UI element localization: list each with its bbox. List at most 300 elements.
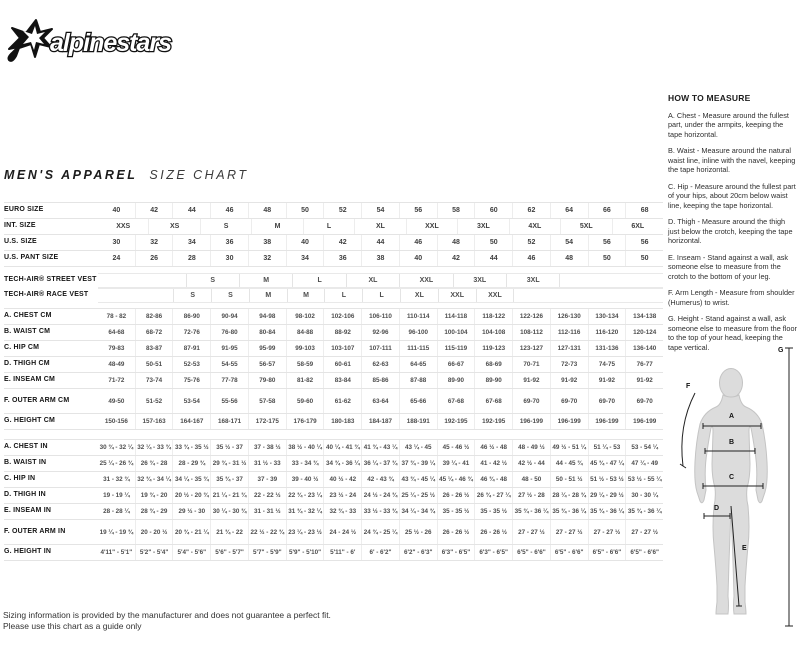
row-label-cell [4,545,98,560]
size-value-cell: 108-112 [512,325,550,340]
size-value-cell: 65-66 [399,389,437,413]
size-value-cell: 87-91 [172,341,210,356]
table-row [4,503,663,519]
size-value-cell: 36 [210,235,248,250]
row-label-cell [4,414,98,429]
size-value-cell: 24 ¾ - 25 ¼ [361,520,399,544]
size-value-cell: 122-126 [512,309,550,324]
size-value-cell: M [249,289,287,302]
size-value-cell: 35 ¾ - 36 ¼ [588,504,626,519]
size-value-cell: 91-92 [512,373,550,388]
size-value-cell: 38 ½ - 40 ¼ [286,440,324,455]
size-value-cell: 76-77 [625,357,663,372]
size-value-cell: 29 ¾ - 31 ½ [210,456,248,471]
size-value-cell: 71-72 [108,377,125,384]
row-cells [98,273,663,288]
size-value-cell: 48-49 [108,361,125,368]
disclaimer-line-2: Please use this chart as a guide only [3,621,142,632]
size-value-cell: 40 ½ - 42 [323,472,361,487]
size-value-cell: 68-72 [135,325,173,340]
measure-instruction-thigh: D. Thigh - Measure around the thigh just below the crotch, keeping the tape horizontal. [668,217,793,246]
size-value-cell: 59-60 [286,389,324,413]
table-row [4,372,663,388]
size-value-cell: 43 ¼ - 45 [399,440,437,455]
figure-label-g: G [778,347,784,354]
row-label: A. CHEST IN [4,443,48,451]
row-label: U.S. PANT SIZE [4,254,59,262]
measure-instruction-inseam: E. Inseam - Stand against a wall, ask someone else to measure from the crotch to the bottom of your leg. [668,252,789,281]
size-value-cell: 32 ¼ - 33 ¾ [135,440,173,455]
size-value-cell: 56-57 [248,357,286,372]
size-value-cell: S [190,292,196,299]
disclaimer [3,610,331,633]
size-value-cell: 46 [210,203,248,218]
table-row [4,487,663,503]
row-label-cell [4,504,98,519]
size-value-cell: 21 ¾ - 22 [210,520,248,544]
size-value-cell: 44 [474,251,512,266]
size-value-cell: 42 [135,203,173,218]
size-value-cell: 31 ½ - 33 [248,456,286,471]
row-label-cell [4,440,98,455]
row-label: G. HEIGHT IN [4,548,52,556]
size-value-cell: S [211,289,249,302]
row-cells [98,389,663,413]
size-value-cell: 28 ¼ - 28 ¾ [550,488,588,503]
row-label: C. HIP CM [4,344,40,352]
size-value-cell: 107-111 [361,341,399,356]
row-label: B. WAIST CM [4,328,51,336]
size-value-cell: 100-104 [437,325,475,340]
size-value-cell: 64 [550,203,588,218]
row-label: E. INSEAM IN [4,507,52,515]
size-value-cell: 51 ½ - 53 ½ [588,472,626,487]
size-value-cell: 110-114 [399,309,437,324]
size-value-cell: 45 - 46 ½ [437,440,475,455]
size-value-cell: 58 [437,203,475,218]
size-value-cell: 130-134 [588,309,626,324]
size-value-cell: 26 [135,251,173,266]
size-value-cell: XL [400,289,438,302]
row-cells [98,504,663,519]
row-cells [98,357,663,372]
size-value-cell: 40 [112,207,121,214]
size-value-cell: 28 [172,251,210,266]
size-value-cell: 23 ½ - 24 [323,488,361,503]
size-value-cell: 90-94 [210,309,248,324]
size-value-cell: 56 [588,235,626,250]
size-value-cell: 6'5" - 6'6" [512,545,550,560]
how-to-measure-title: HOW TO MEASURE [668,93,751,103]
row-cells [98,309,663,324]
size-value-cell: 89-90 [437,373,475,388]
size-value-cell: 30 [210,251,248,266]
size-value-cell: 72-76 [172,325,210,340]
size-value-cell: 26 - 26 ½ [437,488,475,503]
table-row [4,388,663,413]
size-value-cell: 27 - 27 ½ [588,520,626,544]
row-cells [98,472,663,487]
size-value-cell: 91-92 [550,373,588,388]
size-value-cell: 91-95 [210,341,248,356]
table-row [4,439,663,455]
size-value-cell: 56 [399,203,437,218]
size-value-cell: 27 - 27 ½ [550,520,588,544]
row-label: D. THIGH IN [4,491,46,499]
size-value-cell: 43 ¾ - 45 ¼ [399,472,437,487]
row-label-cell [4,472,98,487]
size-value-cell: 192-195 [474,414,512,429]
row-label-cell [4,389,98,413]
size-value-cell: 46 [399,235,437,250]
row-label: U.S. SIZE [4,238,37,246]
table-row [4,308,663,324]
size-value-cell: 54-55 [210,357,248,372]
size-value-cell: 5'7" - 5'9" [248,545,286,560]
row-label: G. HEIGHT CM [4,417,56,425]
row-label: TECH-AIR® STREET VEST [4,276,97,284]
row-cells [98,341,663,356]
size-value-cell: 62-63 [361,357,399,372]
row-label-cell [4,341,98,356]
size-value-cell: 29 ½ - 30 [172,504,210,519]
size-value-cell: 83-84 [323,373,361,388]
size-value-cell: 34 ¾ - 36 ¼ [323,456,361,471]
size-value-cell: 39 ¼ - 41 [437,456,475,471]
size-value-cell: 37 ¾ - 39 ¼ [399,456,437,471]
height-line [785,348,793,626]
row-cells [98,203,663,218]
size-value-cell: 196-199 [588,414,626,429]
size-value-cell: 50 [588,251,626,266]
size-value-cell: 50 - 51 ½ [550,472,588,487]
size-value-cell: 58-59 [286,357,324,372]
size-value-cell: 75-76 [172,373,210,388]
size-value-cell: 19 ¾ - 20 [135,488,173,503]
size-value-cell: 49 ½ - 51 ¼ [550,440,588,455]
row-cells [98,488,663,503]
size-value-cell: 196-199 [512,414,550,429]
size-value-cell: 37 - 38 ½ [248,440,286,455]
size-value-cell: 33 ½ - 33 ¾ [361,504,399,519]
size-value-cell: 21 ¼ - 21 ¾ [210,488,248,503]
size-value-cell: 6'3" - 6'5" [437,545,475,560]
size-value-cell: 76-80 [210,325,248,340]
size-value-cell: 27 ½ - 28 [512,488,550,503]
size-value-cell: 30 ¼ - 30 ¾ [210,504,248,519]
size-value-cell: 69-70 [588,389,626,413]
size-value-cell: 53 - 54 ¼ [625,440,663,455]
size-value-cell: 31 - 32 ¾ [103,476,130,483]
size-value-cell: 69-70 [550,389,588,413]
row-label-cell [4,373,98,388]
figure-label-c: C [729,474,735,481]
size-value-cell: 42 [437,251,475,266]
size-value-cell: 5'6" - 5'7" [210,545,248,560]
size-value-cell: 46 [512,251,550,266]
row-label-cell [4,251,98,266]
size-value-cell: 62 [512,203,550,218]
table-row [4,288,663,303]
size-value-cell: 56 [625,235,663,250]
size-value-cell: XL [346,274,399,287]
row-label-cell [4,288,98,303]
size-value-cell: 32 ¾ - 34 ¼ [135,472,173,487]
size-value-cell: 54 [550,235,588,250]
size-value-cell: 23 ¼ - 23 ½ [286,520,324,544]
row-label-cell [4,309,98,324]
size-value-cell: 32 ¾ - 33 [323,504,361,519]
size-value-cell: 19 ¼ - 19 ¾ [99,528,134,536]
size-value-cell: 106-110 [361,309,399,324]
table-row [4,519,663,544]
row-group-gap [4,430,663,439]
size-value-cell: XXL [399,274,452,287]
size-value-cell: 92-96 [361,325,399,340]
size-value-cell: 102-106 [323,309,361,324]
size-value-cell: 115-119 [437,341,475,356]
size-value-cell: 80-84 [248,325,286,340]
row-label-cell [4,488,98,503]
size-value-cell: 27 - 27 ½ [512,520,550,544]
size-value-cell: 35 ¾ - 36 ¼ [512,504,550,519]
size-value-cell: 40 ¼ - 41 ¾ [323,440,361,455]
size-value-cell: 81-82 [286,373,324,388]
size-value-cell: 25 ½ - 26 [399,520,437,544]
figure-label-a: A [729,413,735,420]
page-title [4,168,248,182]
size-value-cell: XXS [116,223,131,230]
size-value-cell: 57-58 [248,389,286,413]
size-value-cell: XXL [438,289,476,302]
size-value-cell: 157-163 [135,414,173,429]
table-row [4,273,663,288]
table-row [4,324,663,340]
size-value-cell: 180-183 [323,414,361,429]
size-value-cell: 119-123 [474,341,512,356]
size-value-cell: 94-98 [248,309,286,324]
table-row [4,250,663,267]
size-value-cell: 184-187 [361,414,399,429]
size-value-cell: 95-99 [248,341,286,356]
size-value-cell: 6'5" - 6'6" [550,545,588,560]
size-value-cell: 48 [248,203,286,218]
size-value-cell: 66 [588,203,626,218]
size-value-cell: 29 ¼ - 29 ½ [588,488,626,503]
size-value-cell: 99-103 [286,341,324,356]
disclaimer-line-1: Sizing information is provided by the manufacturer and does not guarantee a perfect fit. [3,610,331,620]
size-value-cell: L [303,219,354,234]
size-chart-table [4,202,663,561]
row-cells [98,235,663,250]
size-value-cell: 6' - 6'2" [361,545,399,560]
vest-size-boxes [186,274,561,287]
figure-label-b: B [729,439,735,446]
table-row [4,202,663,218]
size-value-cell: 25 ¼ - 25 ½ [399,488,437,503]
row-label-cell [4,456,98,471]
size-value-cell: 24 [112,255,121,262]
row-label-cell [4,357,98,372]
size-value-cell: 38 [361,251,399,266]
size-value-cell: 78 - 82 [106,313,127,320]
row-label: INT. SIZE [4,222,36,230]
size-value-cell: 127-131 [550,341,588,356]
size-value-cell: 38 [248,235,286,250]
size-value-cell: 27 - 27 ½ [625,520,663,544]
size-value-cell: 69-70 [625,389,663,413]
size-value-cell: 46 ½ - 48 [474,440,512,455]
size-value-cell: 35 ½ - 37 [210,440,248,455]
size-value-cell: XL [354,219,405,234]
size-value-cell: 26 - 26 ½ [474,520,512,544]
row-cells [98,545,663,560]
size-value-cell: 168-171 [210,414,248,429]
size-value-cell: 188-191 [399,414,437,429]
row-cells [98,373,663,388]
size-value-cell: 35 ¾ - 36 ¼ [625,504,663,519]
size-value-cell: 45 ¼ - 46 ¾ [437,472,475,487]
size-value-cell: 34 [286,251,324,266]
human-silhouette-icon [695,369,768,615]
size-value-cell: 4XL [509,219,560,234]
size-value-cell: 48 - 50 [512,472,550,487]
size-value-cell: 6'3" - 6'5" [474,545,512,560]
size-value-cell: 33 - 34 ¾ [286,456,324,471]
size-value-cell: XS [148,219,199,234]
size-value-cell: 103-107 [323,341,361,356]
row-cells [98,520,663,544]
size-value-cell: 98-102 [286,309,324,324]
size-value-cell: 3XL [453,274,506,287]
size-value-cell: 42 - 43 ¾ [361,472,399,487]
size-value-cell: S [200,219,251,234]
size-value-cell: 150-156 [104,418,128,425]
row-label: A. CHEST CM [4,312,52,320]
figure-label-d: D [714,505,720,512]
table-row [4,218,663,234]
size-value-cell: 44 [172,203,210,218]
alpinestars-wordmark: alpinestars [50,29,172,57]
size-value-cell: 6'5" - 6'6" [588,545,626,560]
row-label: C. HIP IN [4,475,36,483]
size-value-cell: 164-167 [172,414,210,429]
size-value-cell: 67-68 [437,389,475,413]
size-value-cell: 86-90 [172,309,210,324]
size-value-cell: 131-136 [588,341,626,356]
arm-length-curve [680,393,695,468]
size-value-cell: 53-54 [172,389,210,413]
size-value-cell: 120-124 [625,325,663,340]
size-value-cell: 5'9" - 5'10" [286,545,324,560]
size-value-cell: 111-115 [399,341,437,356]
size-value-cell: M [239,274,292,287]
alpinestars-logo-graphic [6,16,176,68]
size-value-cell: 46 ¾ - 48 [474,472,512,487]
size-value-cell: 53 ½ - 55 ¼ [625,472,663,487]
row-label: TECH-AIR® RACE VEST [4,291,89,299]
size-value-cell: 35 ¾ - 36 ¼ [550,504,588,519]
row-label: B. WAIST IN [4,459,47,467]
size-value-cell: 5'4" - 5'6" [172,545,210,560]
size-value-cell: 50 [474,235,512,250]
size-value-cell: 116-120 [588,325,626,340]
row-label: D. THIGH CM [4,360,50,368]
row-label-cell [4,235,98,250]
measure-instruction-chest: A. Chest - Measure around the fullest part, under the armpits, keeping the tape horizontal. [668,111,789,139]
measure-instruction-arm: F. Arm Length - Measure from shoulder (Humerus) to wrist. [668,288,795,307]
size-value-cell: 6XL [612,219,663,234]
size-value-cell: 60-61 [323,357,361,372]
size-value-cell: 192-195 [437,414,475,429]
size-value-cell: 67-68 [474,389,512,413]
size-value-cell: 24 - 24 ½ [323,520,361,544]
size-value-cell: 114-118 [437,309,475,324]
size-value-cell: 176-179 [286,414,324,429]
size-value-cell: 34 [172,235,210,250]
size-value-cell: 45 ¾ - 47 ¼ [588,456,626,471]
size-value-cell: 89-90 [474,373,512,388]
row-label: F. OUTER ARM CM [4,396,70,404]
size-value-cell: 39 - 40 ½ [286,472,324,487]
measure-instruction-hip: C. Hip - Measure around the fullest part of your hips, about 20cm below waist line, keeping the tape horizontal. [668,181,796,210]
size-value-cell: 50 [625,251,663,266]
size-value-cell: 49-50 [108,397,125,405]
page-title-bold: MEN'S APPAREL [4,168,138,182]
size-value-cell: 91-92 [625,373,663,388]
figure-label-f: F [686,383,691,390]
how-to-measure-panel [668,93,798,359]
size-value-cell: 22 ½ - 22 ¾ [248,520,286,544]
size-value-cell: 26 ¾ - 27 ¼ [474,488,512,503]
size-value-cell: 20 ½ - 20 ¾ [172,488,210,503]
row-cells [98,440,663,455]
size-value-cell: 30 ¾ - 32 ¼ [99,444,134,451]
size-value-cell: 51 ¼ - 53 [588,440,626,455]
size-value-cell: 40 [399,251,437,266]
figure-label-e: E [742,545,747,552]
size-value-cell: 70-71 [512,357,550,372]
table-row [4,234,663,250]
row-label: F. OUTER ARM IN [4,527,66,535]
size-value-cell: 44 [361,235,399,250]
size-value-cell: 172-175 [248,414,286,429]
size-value-cell: 35 - 35 ½ [474,504,512,519]
size-value-cell: 52 [512,235,550,250]
row-label-cell [4,325,98,340]
size-value-cell: 64-65 [399,357,437,372]
size-value-cell: 50-51 [135,357,173,372]
size-value-cell: 34 ¼ - 34 ¾ [399,504,437,519]
row-label-cell [4,520,98,544]
size-value-cell: 32 [248,251,286,266]
row-label-cell [4,219,98,234]
size-value-cell: 73-74 [135,373,173,388]
size-value-cell: 50 [286,203,324,218]
size-value-cell: 52 [323,203,361,218]
size-value-cell: 134-138 [625,309,663,324]
size-value-cell: 41 - 42 ½ [474,456,512,471]
size-value-cell: 48 [550,251,588,266]
row-cells [98,456,663,471]
row-label-cell [4,273,98,288]
size-value-cell: 31 - 31 ½ [248,504,286,519]
size-value-cell: 82-86 [135,309,173,324]
size-value-cell: 42 ½ - 44 [512,456,550,471]
size-value-cell: 52-53 [172,357,210,372]
size-value-cell: 6'5" - 6'6" [625,545,663,560]
size-value-cell: 5'11" - 6' [323,545,361,560]
